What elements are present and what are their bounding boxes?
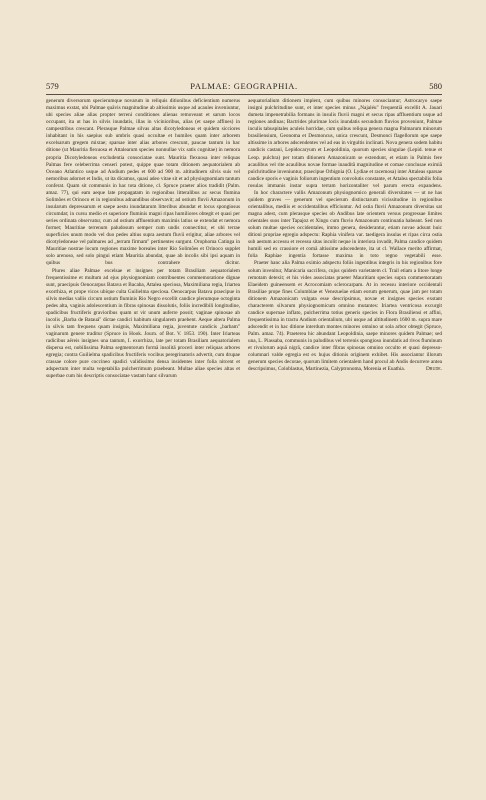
left-column (46, 98, 240, 678)
right-paragraph-1: aequatorialium ditionem implent, cum quibus minores consociantur; Astrocaryo saepe insigni pulchritudine sunt, et inter species minus „Najaléu" frequentiā excellit A. Jauari dumeta impenetrabilia formans in insulis fluvii magni et secus ripas affluentium usque ad regiones andinas; Bactrides plurimae locis inundatis secundum fluvios proveniunt, Palmae inculis tabuspitales aculeis horridae, cum quibus reliqua genera magna Palmarum minorum brasiliensium, Geonoma et Desmoncus, unica crescunt, Desmonci flagellorum ope saepe altissime in arbores adscendentes vel ad eas in virgultis inclinati. Nova genera sodem habitu candicis castani, Lepidocaryum et Leopoldinia, quorum species singulae (Lepid. tenue et Leop. pulchra) per totam ditionem Amazonicam se extendunt, et etiam in Palmis fere acaulibus vel rite acaulibus novae formae inauditā magnitudine et comae conclusae eximiā pulchritudine inveniuntur, praecipue Orbignia (O. Lydiae et racemosa) inter Attaleas sparsae candice sporis e vaginis foliorum ingentium convolutis constante, et Attalea spectabilis folia rosulas immanis instar supra terram horizontaliter vel parum erecta expandens. (248, 98, 442, 189)
left-paragraph-1: generum diversorum specierumque novarum in reliquis ditionibus deficientium numerus maximus exstat, ubi Palmae quāvis magnitudine ab altissimis usque ad acaules inveniuntur, ubi species aliae alias propter terreni conditiones alienas removeant et sarum locos occupant, ita ut has in silvis inundatis, illas in vicinioribus, alias (et saepe affines) in campestribus crescant. Plerasque Palmae silvas altas dicotyledoneas et quidem sicciores inhabitant in his saepius sub umbris quasi occultae et humiles quam inter arborem excelsarum gregem mixtae; sparsae inter alias arbores crescunt, paucae tantum in hac ditione (ut Mauritia flexuosa et Attalearum species nonnullae vix satis cognitae) in nemora propria Dicotyledoneas excludentia consociatae sunt. Mauritia flexuosa inter reliquas Palmas fere celeberrima censeri potest, quippe quae totam ditionem aequatorialem ab Oceano Atlantico usque ad Andium pedes et 600 ad 900 m. altitudinem silvis suis vel nemoribus adornet et Indis, ut ita dicamus, quasi adeo vitae sit et ad physiognomiam tantum conferat. Quam sit communis in hac tota ditione, cl. Spruce praeter alios tradidit (Palm. amaz. 77), qui eam aeque late propagatam in regionibus litteralibus ac secus flumina Solimões et Orinoco et in regionibus adnandibus observavit; ad ostium fluvii Amazonum in insularum depressarum et saepe aestu inundatarum litteribus abundat et locus spongiosus circumdat; in cursu medio et superiore fluminis magni ripas humiliores obtegit et quasi per series ordinata observatur, cum ad ostium affluentium maximis latius se extendat et nemora formet; Mauritiae terrenum paludosum semper cum undis connectitur, et ubi terrae superficies unum modo vel duo pedes altius supra aestum fluvii erigitur, aliae arbores vel dicotyledoneae vel palmares ad „terram firmam" pertinentes surgunt. Orophoma Catinga in Mauritiae nostrae locum regiones maxime boreales inter Rio Solimões et Orinoco supplet solo arenoso, sed solo pingui etiam Mauritia abundat, quae ab incolis sibi ipsi aquam in quibus bus contrahere dicitur. (46, 98, 240, 267)
author-signature: Drude. (426, 366, 442, 373)
right-paragraph-2: In hoc charactere vallis Amazonum physiognomico generali diversitates — ut ne has quidem graves — generum vel specierum distinctarum vicissitudine in regionibus orientalibus, mediis et occidentalibus efficiuntur. Ad ostia fluvii Amazonum diversitas sat magna adest, cum plerasque species ob Andibus late orientem versus progressae limites orientales suos inter Tapajoz et Xingu cum fluvio Amazonum continuatia habeant. Sed non solum multae species occidentales, immo genera, desiderantur, etiam novae adsunt huic ditioni propriae egregio adspectu: Raphia vinifera var. taedigera insulas et ripas circa ostia sub aestum accessu et recessu sitas incolit neque in interiora invadit, Palma candice quidem humili sed ex crassiore et comā altissime adscendente, ita ut cl. Wallace merito affirmat, folia Raphiae ingentia fortasse maxima in toto regno vegetabili esse. (248, 189, 442, 260)
running-header (46, 80, 442, 92)
running-title: PALMAE: GEOGRAPHIA. (190, 81, 298, 91)
page-number-left: 579 (46, 81, 59, 91)
left-paragraph-2: Plures aliae Palmae excelsae et insignes per totam Brasiliam aequatorialem frequentissime et multum ad ejus physiognomiam contribuentes commemoratione dignae sunt, praecipuis Oenocarpus Batava et Bacaba, Attalea speciosa, Maximiliana regia, Iriartea exorrhiza, et prope vicos ubique culta Guilielma speciosa. Oenocarpus Batava praecipue in silvis medias vallis circum ostium fluminis Rio Negro excellit candice plerumque octoginta pedes alta, vaginis adolescentium in fibras spinosas dissolutis, foliis incredibili longitudine, spadicibus fructiferis gravioribus quam ut vir unum auferre possit; vaginae spinosae ab incolis „Barba de Batauá" dictae candici habitum singularem praebent. Aeque altera Palma in silvis tam frequens quam insignis, Maximiliana regia, juventute candicis „barbam" vaginarum genere traditur (Spruce in Hook. Journ. of Bot. V. 1853. 190). Inter Iriarteas radicibus aëreis insignes una tantum, I. exorrhiza, late per totam Brasiliam aequatorialem dispersa est, nobilissima Palma segmentorum formā insolitā proceri inter reliquas arbores egregia; contra Guilielma spadicibus fructiferis vocibus peregrinatoris advertit, cum drupae crassae colore pure coccineo spadici validissimo densa insidentes inter folia nitcent et adspectum inter multa vegetabilia pulcherrimum praebeant. Multae aliae species altas et superbae cum his descriptis consociatae vastam hanc silvarum (46, 267, 240, 380)
header-rule (46, 94, 442, 95)
right-paragraph-3 (248, 260, 442, 373)
right-column (248, 98, 442, 656)
right-paragraph-3-text: Praeter hanc alia Palma eximio adspectu foliis ingentibus integris in his regionibus fore solum invenitur, Manicaria saccifera, cujus quidem varietatem cl. Trail etiam a litore longe remotam detexit; et his vides associatas praeter Mauritiam species supra commemoratam Elaeidem guineensem et Acrocomiam sclerocarpam. At in recessu interiore occidentali Brasiliae prope fines Columbiae et Venezuelae etiam eorum generum, quae jam per totam ditionem Amazonicam vulgata esse descripsimus, novae et insignes species exstant characterem silvarum physiognomicum omnino mutantes: Iriartea ventricosa excurgit candice supernae inflato, pulcherrima totius generis species in Flora Brasiliensi et affini, frequentissima in tractu Andium orientalium, ubi usque ad altitudinem 1600 m. supra mare adscendit et in hac ditione interdum montes minores omnino ut sola arbor obtegit (Spruce, Palm. amaz. 74). Praeterea hic abundant Leopoldinia, saepe minores quidem Palmae; sed una, L. Piassaba, communis in paludibus vel terrenis spongioso inundatis ad rivos fluminum et rivulorum aquā nigrā, candice inter fibras spinosas omnino occulto et quasi depresso-columnari valde egregia est ex hujus ditionis originem exhibet. His associantur illorum generum species decorae, quorum limitem orientalem hand procul ab Andis decurrere antea descripsimus, Coloblastus, Martinezia, Calyptronoma, Morenia et Euathia. (248, 260, 442, 373)
page-number-right: 580 (429, 81, 442, 91)
